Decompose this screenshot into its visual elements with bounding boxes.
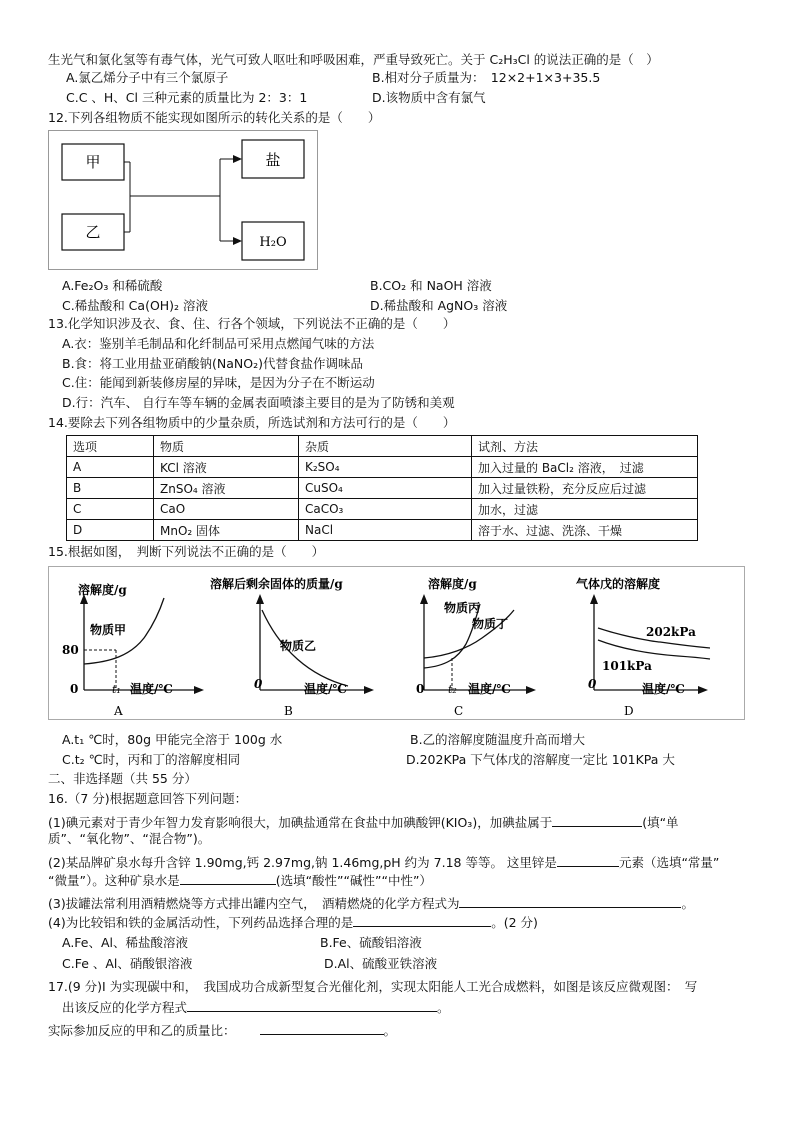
graph-d-letter: D bbox=[624, 704, 634, 718]
header-cell: 杂质 bbox=[299, 436, 472, 457]
q12-option-d: D.稀盐酸和 AgNO₃ 溶液 bbox=[370, 298, 508, 313]
graph-c-xlabel: 温度/℃ bbox=[468, 682, 511, 696]
cell: C bbox=[67, 499, 154, 520]
q12-transformation-diagram bbox=[48, 130, 318, 270]
graph-c-origin: 0 bbox=[416, 682, 425, 696]
q17-line3 bbox=[48, 1021, 396, 1039]
q13-option-d: D.行：汽车、 自行车等车辆的金属表面喷漆主要目的是为了防锈和美观 bbox=[62, 395, 455, 410]
q13-option-b: B.食：将工业用盐亚硝酸钠(NaNO₂)代替食盐作调味品 bbox=[62, 356, 364, 371]
q14-table bbox=[66, 435, 698, 541]
table-header-row bbox=[67, 436, 698, 457]
q12-option-c: C.稀盐酸和 Ca(OH)₂ 溶液 bbox=[62, 298, 209, 313]
table-row bbox=[67, 457, 698, 478]
q15-option-b: B.乙的溶解度随温度升高而增大 bbox=[410, 732, 586, 747]
graph-d-202kpa: 202kPa bbox=[646, 625, 696, 639]
q16-sub1-hint: (填“单 bbox=[642, 815, 679, 830]
graph-b-xlabel: 温度/℃ bbox=[304, 682, 347, 696]
q16-sub1-answer-blank[interactable] bbox=[552, 813, 642, 827]
q11-option-b: B.相对分子质量为： 12×2+1×3+35.5 bbox=[372, 70, 601, 85]
cell: MnO₂ 固体 bbox=[154, 520, 299, 541]
q16-sub2-line2 bbox=[48, 871, 432, 889]
q16-sub4-points: 。(2 分) bbox=[491, 915, 538, 930]
graph-a bbox=[62, 582, 204, 718]
graph-a-tick-80: 80 bbox=[62, 643, 79, 657]
q16-sub2-text-2: “微量”）。这种矿泉水是 bbox=[48, 873, 180, 888]
cell: 溶于水、过滤、洗涤、干燥 bbox=[472, 520, 698, 541]
graph-a-origin: 0 bbox=[70, 682, 79, 696]
graph-d-xlabel: 温度/℃ bbox=[642, 682, 685, 696]
table-row bbox=[67, 520, 698, 541]
q16-sub3-text: (3)拔罐法常利用酒精燃烧等方式排出罐内空气， 酒精燃烧的化学方程式为 bbox=[48, 896, 460, 911]
q16-option-b: B.Fe、硫酸铝溶液 bbox=[320, 935, 422, 950]
graph-c-curve1-label: 物质丙 bbox=[444, 601, 481, 615]
q15-solubility-graphs bbox=[48, 566, 745, 720]
cell: 加入过量的 BaCl₂ 溶液， 过滤 bbox=[472, 457, 698, 478]
curve-101kpa bbox=[598, 640, 710, 659]
label-jia: 甲 bbox=[85, 153, 101, 171]
label-salt: 盐 bbox=[265, 151, 281, 169]
graph-a-letter: A bbox=[114, 704, 123, 718]
q16-sub3-answer-blank[interactable] bbox=[459, 894, 681, 908]
cell: ZnSO₄ 溶液 bbox=[154, 478, 299, 499]
graph-d-ylabel: 气体戊的溶解度 bbox=[576, 577, 661, 591]
q16-option-a: A.Fe、Al、稀盐酸溶液 bbox=[62, 935, 189, 950]
q13-stem: 13.化学知识涉及衣、食、住、行各个领域，下列说法不正确的是（ ） bbox=[48, 316, 456, 331]
q15-option-a: A.t₁ ℃时，80g 甲能完全溶于 100g 水 bbox=[62, 732, 283, 747]
graph-d-origin: 0 bbox=[588, 677, 597, 691]
q14-stem: 14.要除去下列各组物质中的少量杂质，所选试剂和方法可行的是（ ） bbox=[48, 415, 456, 430]
graph-b-curve-label: 物质乙 bbox=[280, 639, 317, 653]
graph-a-t1: t₁ bbox=[112, 683, 121, 696]
cell: CuSO₄ bbox=[299, 478, 472, 499]
cell: CaO bbox=[154, 499, 299, 520]
cell: B bbox=[67, 478, 154, 499]
cell: CaCO₃ bbox=[299, 499, 472, 520]
q12-option-b: B.CO₂ 和 NaOH 溶液 bbox=[370, 278, 492, 293]
q16-sub1-line1 bbox=[48, 813, 679, 831]
q17-ratio-blank[interactable] bbox=[260, 1021, 384, 1035]
q16-sub2-answer-blank-2[interactable] bbox=[180, 871, 276, 885]
cell: 加水，过滤 bbox=[472, 499, 698, 520]
graph-b-origin: 0 bbox=[254, 677, 263, 691]
header-cell: 选项 bbox=[67, 436, 154, 457]
graph-b bbox=[210, 576, 374, 718]
header-cell: 物质 bbox=[154, 436, 299, 457]
q13-option-a: A.衣：鉴别羊毛制品和化纤制品可采用点燃闻气味的方法 bbox=[62, 336, 375, 351]
q16-option-c: C.Fe 、Al、硝酸银溶液 bbox=[62, 956, 193, 971]
q15-stem: 15.根据如图， 判断下列说法不正确的是（ ） bbox=[48, 544, 325, 559]
graph-a-curve-label: 物质甲 bbox=[90, 623, 127, 637]
q17-equation-blank[interactable] bbox=[187, 998, 437, 1012]
q16-sub2-hint-2: (选填“酸性”“碱性”“中性”） bbox=[275, 873, 432, 888]
q17-line1: 17.(9 分)I 为实现碳中和， 我国成功合成新型复合光催化剂，实现太阳能人工光合成燃料，如图是该反应微观图： 写 bbox=[48, 979, 698, 994]
graph-b-letter: B bbox=[284, 704, 293, 718]
q12-stem: 12.下列各组物质不能实现如图所示的转化关系的是（ ） bbox=[48, 110, 381, 125]
graph-c-letter: C bbox=[454, 704, 464, 718]
q11-option-d: D.该物质中含有氯气 bbox=[372, 90, 486, 105]
q16-sub1-text: (1)碘元素对于青少年智力发育影响很大，加碘盐通常在食盐中加碘酸钾(KIO₃)，加碘盐属于 bbox=[48, 815, 553, 830]
graph-d bbox=[576, 576, 710, 718]
graph-a-ylabel: 溶解度/g bbox=[78, 583, 127, 597]
graph-d-101kpa: 101kPa bbox=[602, 659, 652, 673]
q17-ratio-end: 。 bbox=[383, 1023, 397, 1038]
q17-equation-end: 。 bbox=[437, 1000, 450, 1015]
cell: D bbox=[67, 520, 154, 541]
section-heading: 二、非选择题（共 55 分） bbox=[48, 771, 197, 786]
q16-stem: 16.（7 分)根据题意回答下列问题： bbox=[48, 791, 248, 806]
q15-option-c: C.t₂ ℃时，丙和丁的溶解度相同 bbox=[62, 752, 241, 767]
q16-sub2-hint: 元素（选填“常量” bbox=[618, 855, 720, 870]
arrow-to-water bbox=[233, 237, 242, 245]
q17-ratio-prompt: 实际参加反应的甲和乙的质量比： bbox=[48, 1023, 236, 1038]
graph-b-ylabel: 溶解后剩余固体的质量/g bbox=[210, 577, 343, 591]
header-cell: 试剂、方法 bbox=[472, 436, 698, 457]
q16-option-d: D.Al、硫酸亚铁溶液 bbox=[324, 956, 438, 971]
q16-sub4-answer-blank[interactable] bbox=[353, 913, 491, 927]
cell: 加入过量铁粉，充分反应后过滤 bbox=[472, 478, 698, 499]
cell: NaCl bbox=[299, 520, 472, 541]
graph-c bbox=[416, 576, 536, 718]
q16-sub3 bbox=[48, 894, 694, 912]
q11-option-a: A.氯乙烯分子中有三个氯原子 bbox=[66, 70, 229, 85]
q17-line2 bbox=[62, 998, 450, 1016]
q12-option-a: A.Fe₂O₃ 和稀硫酸 bbox=[62, 278, 163, 293]
graph-c-t2: t₂ bbox=[448, 683, 457, 696]
table-row bbox=[67, 499, 698, 520]
q13-option-c: C.住：能闻到新装修房屋的异味，是因为分子在不断运动 bbox=[62, 375, 375, 390]
q16-sub1-line2: 质”、“氧化物”、“混合物”)。 bbox=[48, 831, 211, 846]
q17-equation-prompt: 出该反应的化学方程式 bbox=[62, 1000, 188, 1015]
cell: A bbox=[67, 457, 154, 478]
arrow-to-salt bbox=[233, 155, 242, 163]
q11-stem: 生光气和氯化氢等有毒气体，光气可致人呕吐和呼吸困难，严重导致死亡。关于 C₂H₃Cl 的说法正确的是（ ） bbox=[48, 52, 659, 67]
q16-sub4-text: (4)为比较铝和铁的金属活动性，下列药品选择合理的是 bbox=[48, 915, 354, 930]
graph-a-xlabel: 温度/℃ bbox=[130, 682, 173, 696]
q15-option-d: D.202KPa 下气体戊的溶解度一定比 101KPa 大 bbox=[406, 752, 675, 767]
table-row bbox=[67, 478, 698, 499]
q16-sub2-line1 bbox=[48, 853, 719, 871]
cell: KCl 溶液 bbox=[154, 457, 299, 478]
graph-c-ylabel: 溶解度/g bbox=[428, 577, 477, 591]
q16-sub2-answer-blank-1[interactable] bbox=[557, 853, 619, 867]
q11-option-c: C.C 、H、Cl 三种元素的质量比为 2：3：1 bbox=[66, 90, 308, 105]
cell: K₂SO₄ bbox=[299, 457, 472, 478]
label-water: H₂O bbox=[259, 235, 287, 250]
q16-sub3-end: 。 bbox=[681, 896, 694, 911]
graph-c-curve2-label: 物质丁 bbox=[472, 617, 509, 631]
q16-sub2-text: (2)某品牌矿泉水每升含锌 1.90mg,钙 2.97mg,钠 1.46mg,pH 约为 7.18 等等。 这里锌是 bbox=[48, 855, 557, 870]
q16-sub4 bbox=[48, 913, 538, 931]
label-yi: 乙 bbox=[85, 223, 101, 241]
